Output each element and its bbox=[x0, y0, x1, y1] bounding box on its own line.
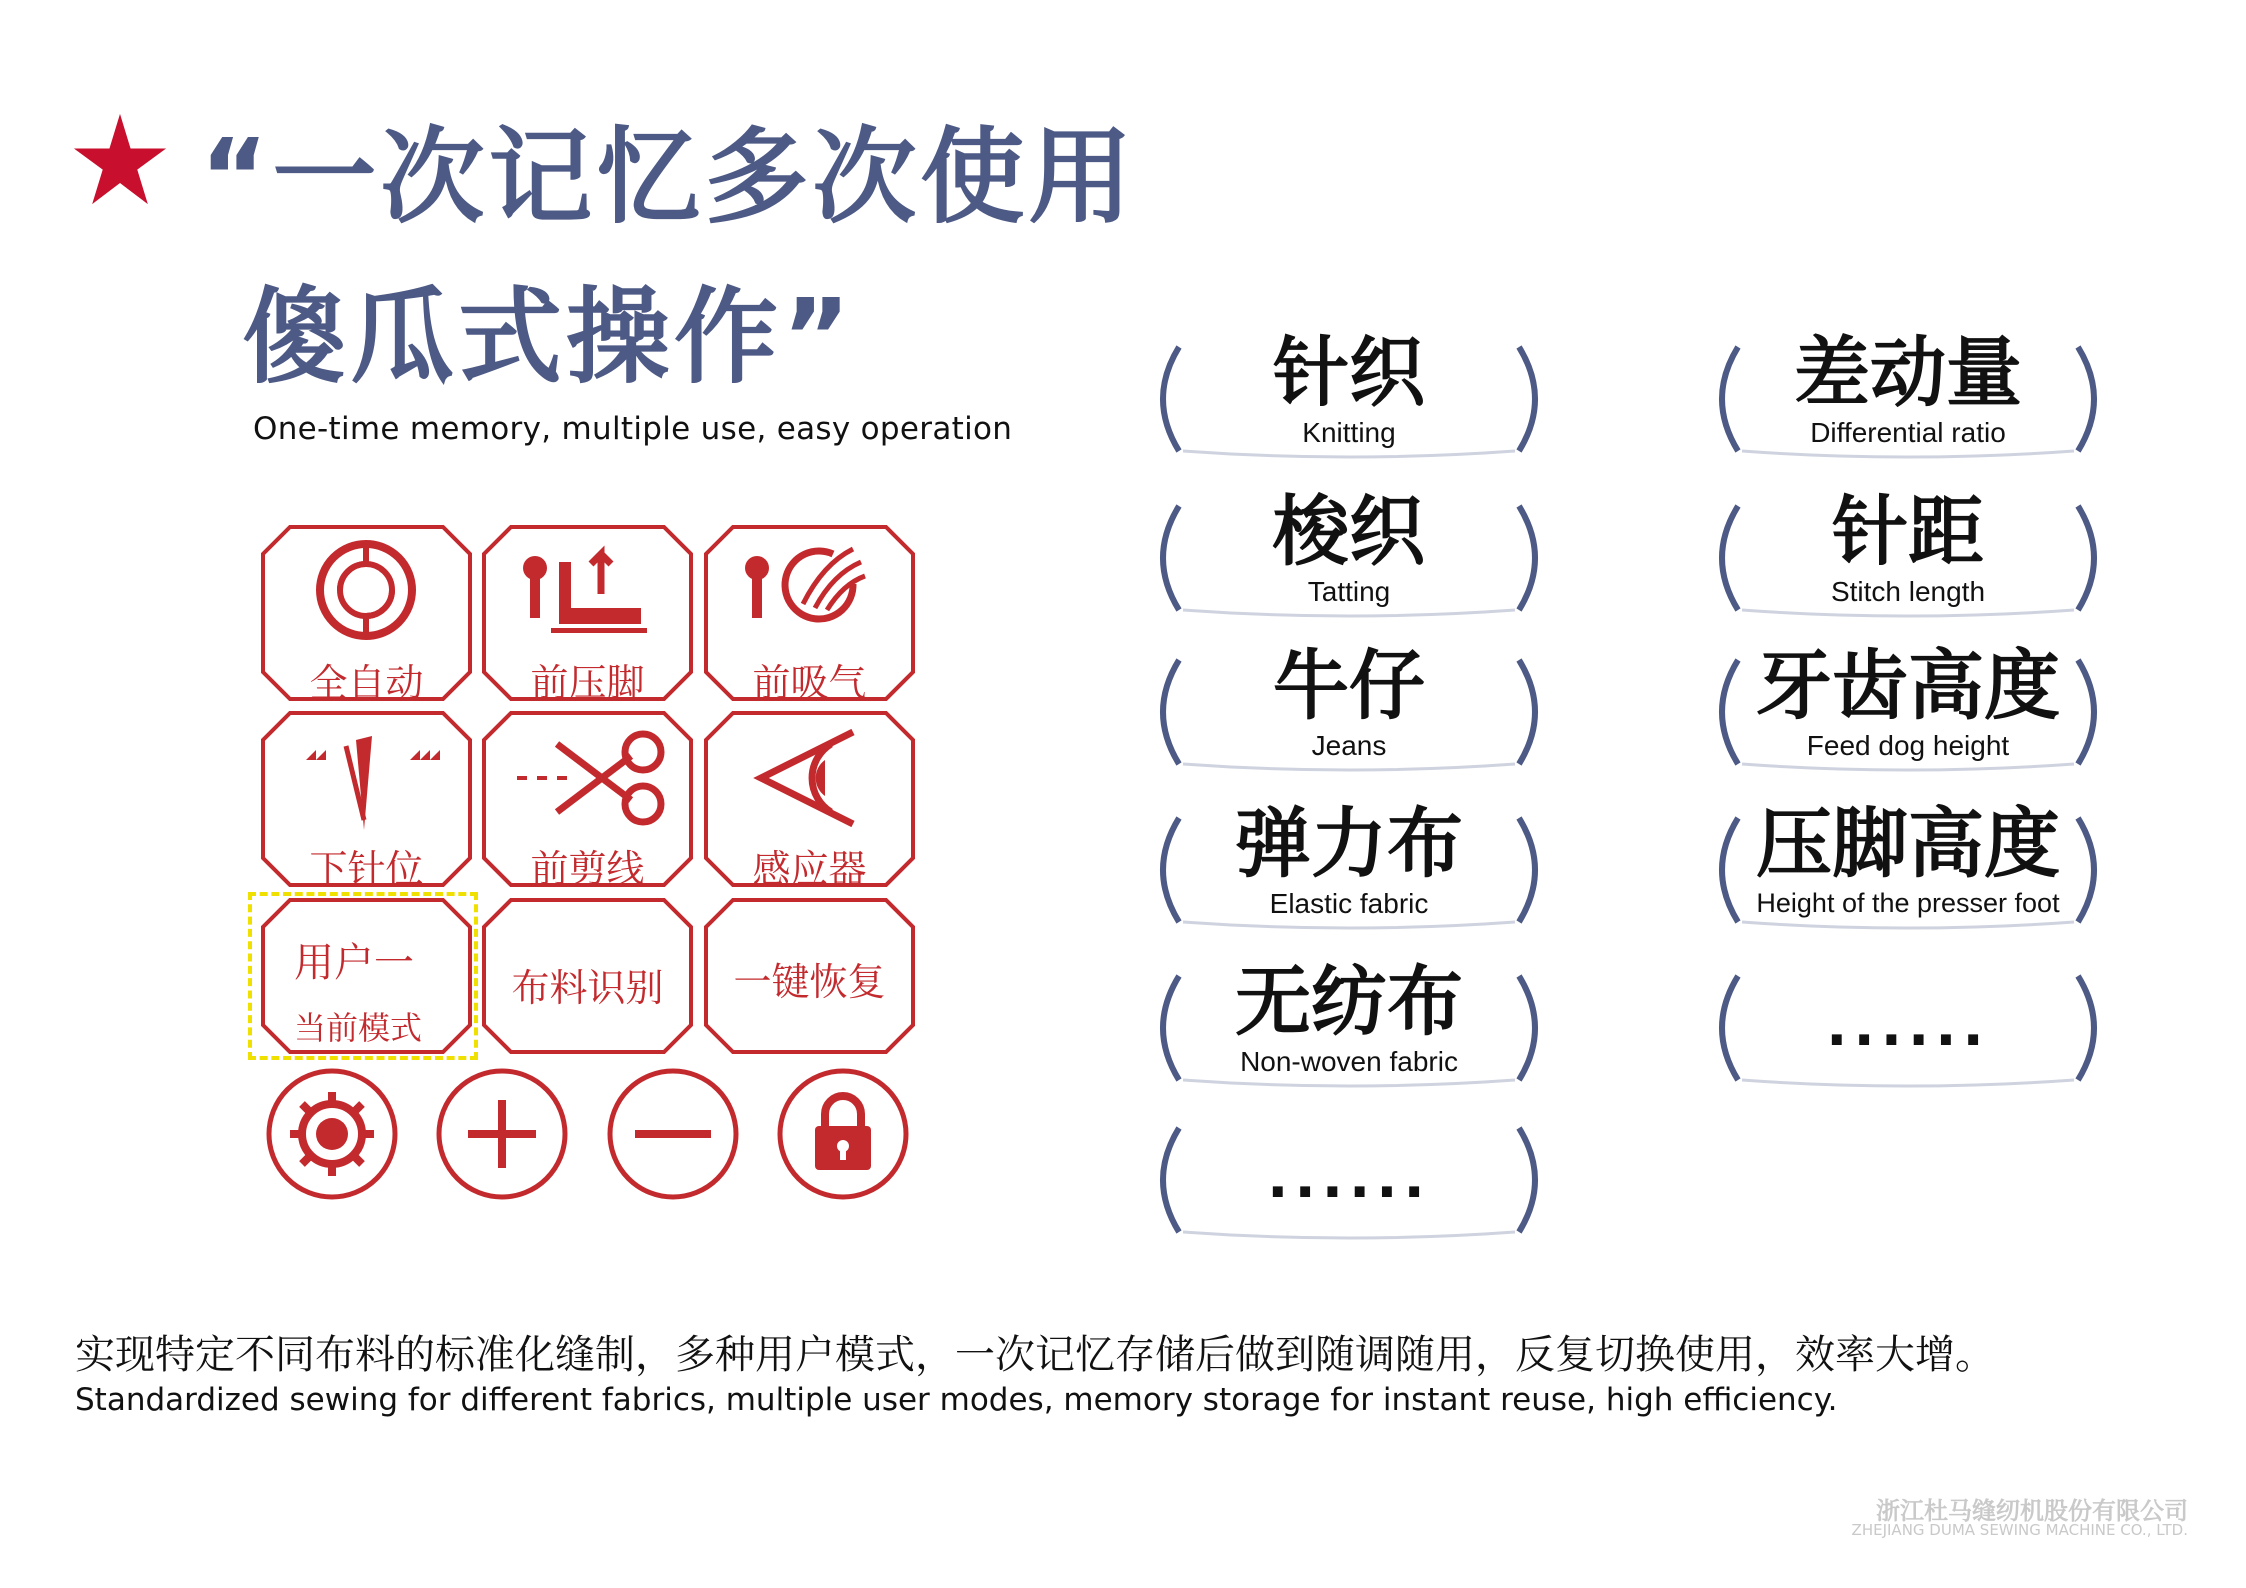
plus-icon bbox=[468, 1100, 536, 1168]
minus-button[interactable] bbox=[605, 1066, 741, 1202]
param-en: Stitch length bbox=[1830, 576, 1986, 607]
lock-button[interactable] bbox=[775, 1066, 911, 1202]
front-suction-button[interactable] bbox=[703, 524, 916, 705]
auto-label: 全自动 bbox=[309, 661, 424, 705]
param-en: Feed dog height bbox=[1806, 730, 2010, 761]
front-thread-cut-label: 前剪线 bbox=[530, 847, 645, 891]
fabric-cn: 梭织 bbox=[1273, 487, 1425, 576]
fabric-recognition-button[interactable] bbox=[481, 897, 694, 1075]
description-en: Standardized sewing for different fabrics, multiple user modes, memory storage for instant reuse, high efficiency. bbox=[75, 1382, 1838, 1418]
fabric-en: Elastic fabric bbox=[1269, 888, 1429, 919]
fabric-en: Non-woven fabric bbox=[1240, 1046, 1458, 1077]
fabric-en: Tatting bbox=[1307, 576, 1391, 607]
plus-button[interactable] bbox=[434, 1066, 570, 1202]
user-mode-label: 用户一 bbox=[294, 940, 414, 986]
fabric-recognition-label: 布料识别 bbox=[511, 966, 664, 1010]
fabric-en: Knitting bbox=[1302, 417, 1396, 448]
title-line-1: “一次记忆多次使用 bbox=[200, 116, 1137, 238]
front-presser-foot-button[interactable] bbox=[481, 524, 694, 705]
auto-button[interactable] bbox=[260, 524, 473, 705]
settings-button[interactable] bbox=[264, 1066, 400, 1202]
settings-icon bbox=[290, 1092, 374, 1176]
fabric-cn: 弹力布 bbox=[1235, 799, 1463, 888]
param-item-stitch-length[interactable] bbox=[1698, 487, 2118, 622]
sensor-button[interactable] bbox=[703, 710, 916, 891]
front-presser-foot-label: 前压脚 bbox=[530, 661, 645, 705]
front-suction-label: 前吸气 bbox=[752, 661, 867, 705]
subtitle: One-time memory, multiple use, easy operation bbox=[253, 411, 1013, 447]
fabric-cn: 牛仔 bbox=[1273, 641, 1425, 730]
param-cn: 牙齿高度 bbox=[1756, 641, 2060, 730]
more-ellipsis: ...... bbox=[1267, 1146, 1431, 1211]
fabric-item-more[interactable] bbox=[1139, 1116, 1559, 1244]
fabric-item-knitting[interactable] bbox=[1139, 328, 1559, 463]
star-icon bbox=[72, 112, 168, 208]
param-item-feed-dog-height[interactable] bbox=[1698, 641, 2118, 776]
description-cn: 实现特定不同布料的标准化缝制，多种用户模式，一次记忆存储后做到随调随用，反复切换使用，效率大增。 bbox=[75, 1332, 1995, 1378]
current-mode-label: 当前模式 bbox=[294, 1009, 423, 1047]
fabric-cn: 针织 bbox=[1273, 328, 1425, 417]
param-item-presser-foot-height[interactable] bbox=[1698, 799, 2118, 934]
user-mode-button[interactable] bbox=[260, 897, 473, 1075]
param-en: Differential ratio bbox=[1810, 417, 2006, 448]
needle-down-label: 下针位 bbox=[309, 847, 424, 891]
fabric-item-nonwoven[interactable] bbox=[1139, 957, 1559, 1092]
fabric-item-tatting[interactable] bbox=[1139, 487, 1559, 622]
front-thread-cut-button[interactable] bbox=[481, 710, 694, 891]
param-cn: 差动量 bbox=[1794, 328, 2022, 417]
param-item-differential[interactable] bbox=[1698, 328, 2118, 463]
one-key-restore-label: 一键恢复 bbox=[733, 960, 886, 1004]
param-cn: 针距 bbox=[1832, 487, 1984, 576]
needle-down-button[interactable] bbox=[260, 710, 473, 891]
one-key-restore-button[interactable] bbox=[703, 897, 916, 1075]
fabric-item-elastic[interactable] bbox=[1139, 799, 1559, 934]
company-name-en: ZHEJIANG DUMA SEWING MACHINE CO., LTD. bbox=[1851, 1521, 2188, 1539]
more-ellipsis: ...... bbox=[1826, 994, 1990, 1059]
lock-icon bbox=[815, 1096, 871, 1170]
fabric-en: Jeans bbox=[1311, 730, 1387, 761]
fabric-item-jeans[interactable] bbox=[1139, 641, 1559, 776]
param-cn: 压脚高度 bbox=[1756, 799, 2060, 888]
fabric-cn: 无纺布 bbox=[1235, 957, 1463, 1046]
sensor-label: 感应器 bbox=[752, 847, 867, 891]
company-name-cn: 浙江杜马缝纫机股份有限公司 bbox=[1876, 1497, 2188, 1525]
title-line-2: 傻瓜式操作” bbox=[242, 276, 855, 398]
param-item-more[interactable] bbox=[1698, 964, 2118, 1092]
param-en: Height of the presser foot bbox=[1756, 888, 2060, 918]
